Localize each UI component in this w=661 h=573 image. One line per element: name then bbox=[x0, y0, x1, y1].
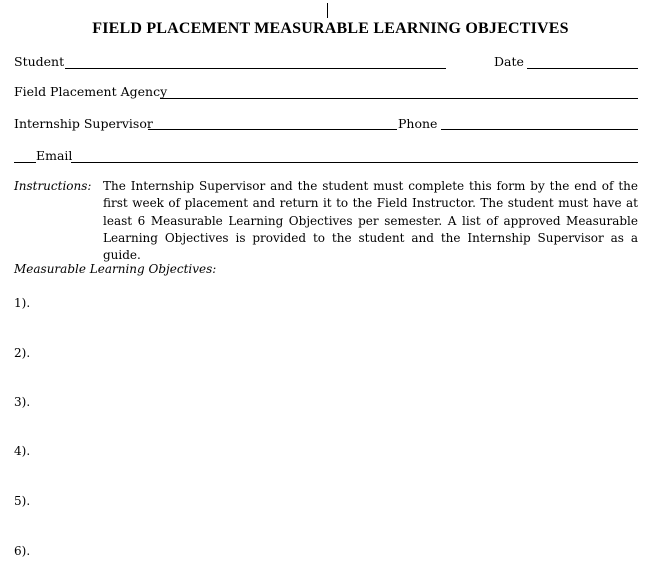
form-title: FIELD PLACEMENT MEASURABLE LEARNING OBJECTIVES bbox=[92, 20, 569, 37]
agency-field[interactable] bbox=[160, 98, 638, 99]
objective-item-3[interactable]: 3). bbox=[14, 395, 31, 409]
objective-item-4[interactable]: 4). bbox=[14, 444, 31, 458]
objective-item-1[interactable]: 1). bbox=[14, 296, 31, 310]
supervisor-field[interactable] bbox=[148, 129, 397, 130]
instructions-text: The Internship Supervisor and the student must complete this form by the end of the first week of placement and return it to the Field Instructor. The student must have at least 6 Measurable Learning Objectives per semester. A list of approved Measurable Learning Objectives is provided to the student and the Internship Supervisor as a guide. bbox=[103, 179, 638, 263]
text-cursor bbox=[327, 3, 328, 18]
phone-field[interactable] bbox=[441, 129, 638, 130]
email-leading-line bbox=[14, 162, 36, 163]
date-field[interactable] bbox=[527, 68, 638, 69]
instructions-label: Instructions: bbox=[14, 179, 92, 193]
email-label: Email bbox=[36, 148, 73, 163]
student-field[interactable] bbox=[65, 68, 446, 69]
objective-item-2[interactable]: 2). bbox=[14, 346, 31, 360]
phone-label: Phone bbox=[398, 116, 438, 131]
objective-item-6[interactable]: 6). bbox=[14, 544, 31, 558]
objective-item-5[interactable]: 5). bbox=[14, 494, 31, 508]
student-label: Student bbox=[14, 54, 65, 69]
date-label: Date bbox=[494, 54, 524, 69]
objectives-heading: Measurable Learning Objectives: bbox=[14, 262, 217, 276]
supervisor-label: Internship Supervisor bbox=[14, 116, 153, 131]
email-field[interactable] bbox=[71, 162, 638, 163]
agency-label: Field Placement Agency bbox=[14, 84, 168, 99]
